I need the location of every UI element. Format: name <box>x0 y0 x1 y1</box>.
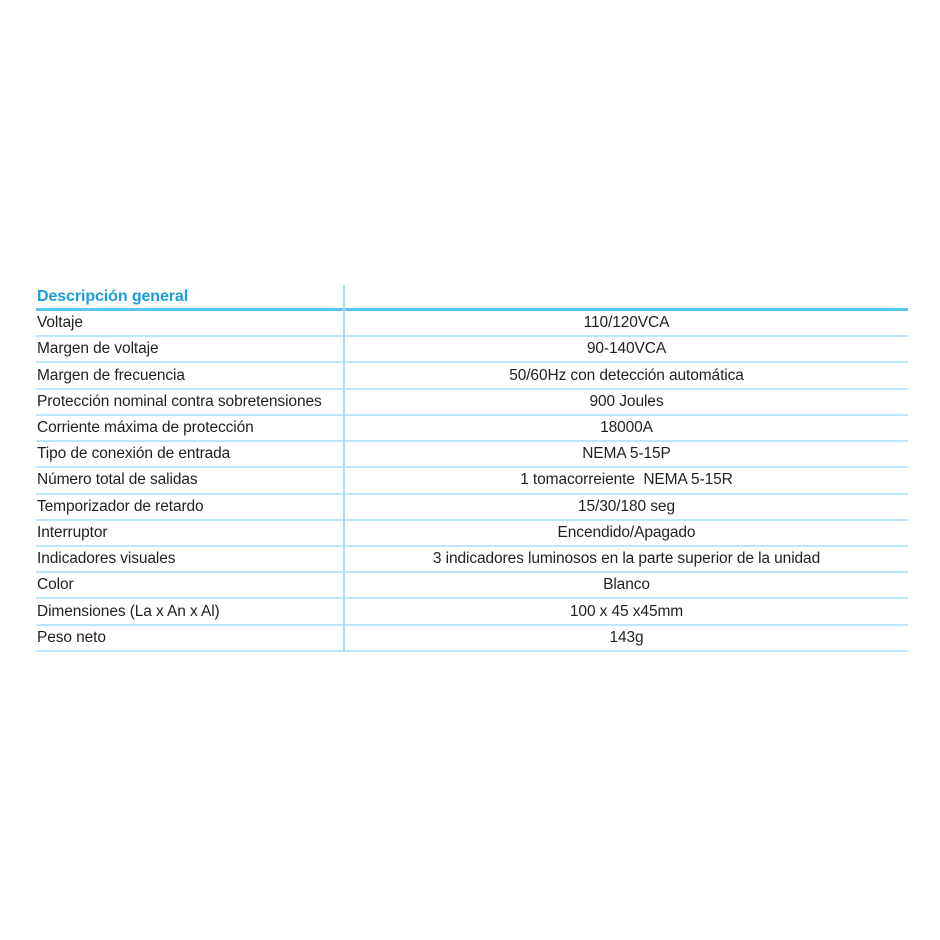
row-value: 900 Joules <box>589 392 664 410</box>
table-row <box>36 599 908 625</box>
row-value: NEMA 5-15P <box>582 445 671 463</box>
row-value: 3 indicadores luminosos en la parte superior de la unidad <box>432 550 821 568</box>
row-value: Blanco <box>603 576 650 594</box>
row-label: Margen de frecuencia <box>37 366 185 384</box>
spec-table-header-row <box>36 285 908 311</box>
row-value: 50/60Hz con detección automática <box>509 366 744 384</box>
row-label: Corriente máxima de protección <box>37 418 254 436</box>
table-row <box>36 573 908 599</box>
row-label: Voltaje <box>37 314 83 332</box>
table-row <box>36 363 908 389</box>
spec-table <box>36 285 908 652</box>
row-value: Encendido/Apagado <box>557 523 696 541</box>
table-row <box>36 521 908 547</box>
table-row <box>36 311 908 337</box>
row-value: 90-140VCA <box>586 340 667 358</box>
table-row <box>36 468 908 494</box>
row-label: Temporizador de retardo <box>37 497 204 515</box>
row-label: Color <box>37 576 74 594</box>
row-value: 18000A <box>600 418 653 436</box>
column-divider <box>343 285 345 652</box>
table-row <box>36 337 908 363</box>
row-label: Protección nominal contra sobretensiones <box>37 392 322 410</box>
row-label: Número total de salidas <box>37 471 198 489</box>
row-label: Dimensiones (La x An x Al) <box>37 602 220 620</box>
table-row <box>36 442 908 468</box>
row-label: Margen de voltaje <box>37 340 159 358</box>
row-label: Interruptor <box>37 523 108 541</box>
row-label: Peso neto <box>37 628 106 646</box>
row-label: Indicadores visuales <box>37 550 176 568</box>
row-value: 143g <box>609 628 644 646</box>
table-row <box>36 495 908 521</box>
spec-table-title: Descripción general <box>37 287 189 305</box>
row-value: 15/30/180 seg <box>578 497 675 515</box>
row-value: 110/120VCA <box>583 314 670 332</box>
row-label: Tipo de conexión de entrada <box>37 445 231 463</box>
row-value: 100 x 45 x45mm <box>569 602 684 620</box>
table-row <box>36 547 908 573</box>
table-row <box>36 390 908 416</box>
row-value: 1 tomacorreiente NEMA 5-15R <box>520 471 733 489</box>
table-row <box>36 626 908 652</box>
table-row <box>36 416 908 442</box>
